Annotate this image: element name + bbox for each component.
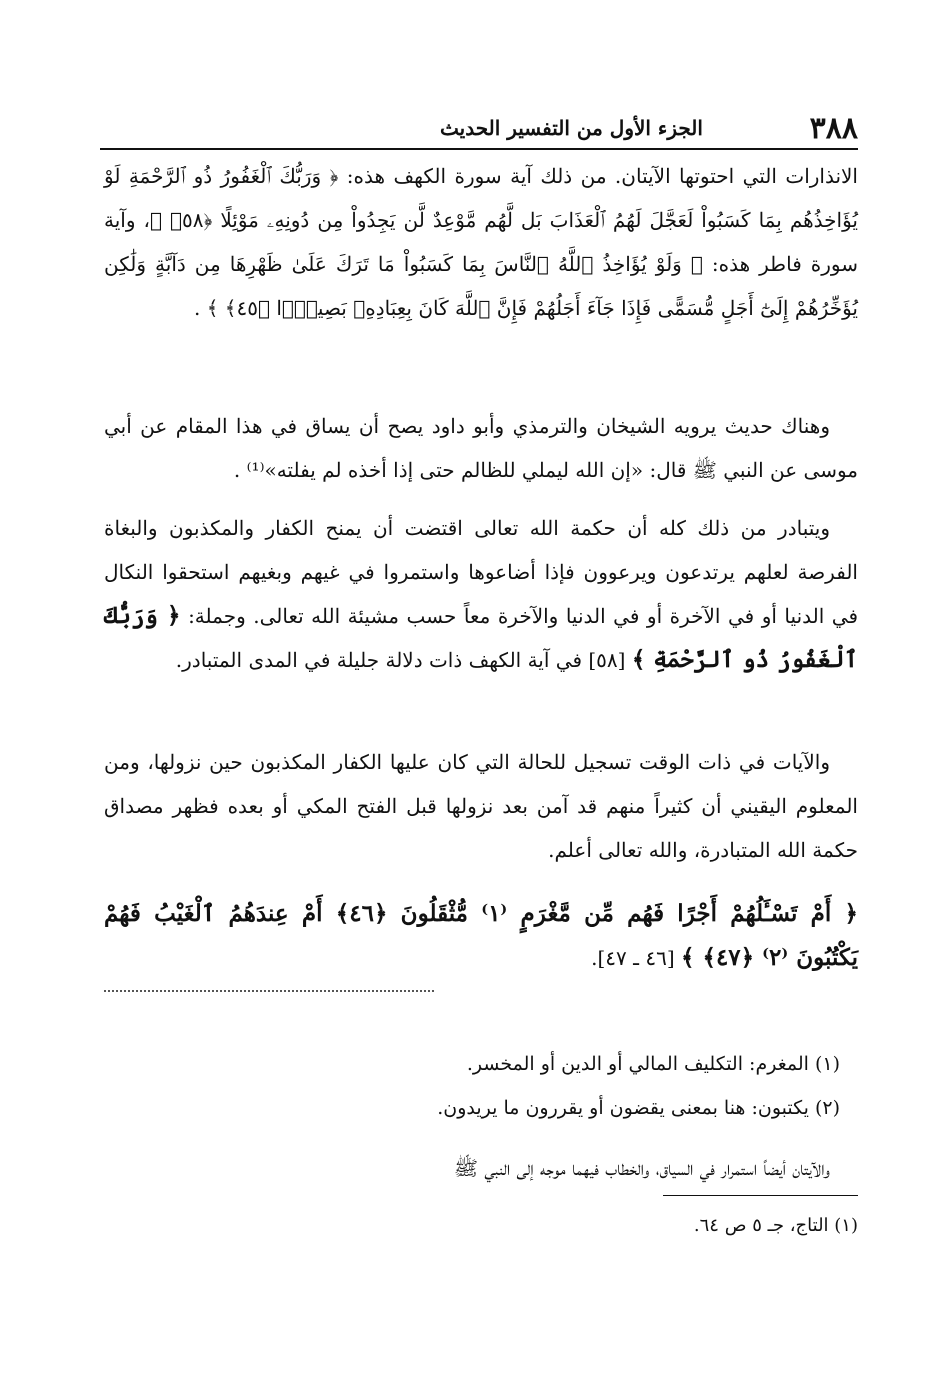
paragraph-text: الانذارات التي احتوتها الآيتان. من ذلك آية سورة الكهف هذه: ﴿ وَرَبُّكَ ٱلْغَفُورُ ذُو ٱلرَّحْمَةِ لَوْ يُؤَاخِذُهُم بِمَا كَسَبُواْ لَعَجَّلَ لَهُمُ ٱلْعَذَابَ بَل لَّهُم مَّوْعِدٌ لَّن يَجِدُواْ مِن دُونِهِۦ مَوْئِلًا ﴿٥٨﴾ ﴾، وآية سورة فاطر هذه: ﴿ وَلَوْ يُؤَاخِذُ ٱللَّهُ ٱلنَّاسَ بِمَا كَسَبُواْ مَا تَرَكَ عَلَىٰ ظَهْرِهَا مِن دَآبَّةٍ وَلَٰكِن يُؤَخِّرُهُمْ إِلَىٰٓ أَجَلٍ مُّسَمًّى فَإِذَا جَآءَ أَجَلُهُمْ فَإِنَّ ٱللَّهَ كَانَ بِعِبَادِهِۦ بَصِيرًۢا ﴿٤٥﴾ ﴾ . [104, 164, 858, 320]
page-header [100, 108, 858, 150]
quran-quote: ﴿ أَمْ تَسْـَٔلُهُمْ أَجْرًا فَهُم مِّن مَّغْرَمٍ ⁽١⁾ مُّثْقَلُونَ ﴿٤٦﴾ أَمْ عِندَهُمُ ٱلْغَيْبُ فَهُمْ يَكْتُبُونَ ⁽٢⁾ ﴿٤٧﴾ ﴾ [104, 900, 858, 971]
verse-notes [104, 1042, 840, 1130]
paragraph-text: والآيات في ذات الوقت تسجيل للحالة التي كان عليها الكفار المكذبون حين نزولها، ومن المعلوم اليقيني أن كثيراً منهم قد آمن بعد نزولها قبل الفتح المكي أو بعده فظهر مصداق حكمة الله المتبادرة، والله تعالى أعلم. [104, 750, 858, 862]
paragraph-hadith [104, 404, 858, 492]
running-title: الجزء الأول من التفسير الحديث [440, 116, 703, 140]
paragraph-text: والآيتان أيضاً استمرار في السياق، والخطاب فيهما موجه إلى النبي ﷺ [453, 1156, 830, 1180]
paragraph-text-part: ويتبادر من ذلك كله أن حكمة الله تعالى اقتضت أن يمنح الكفار والمكذبون والبغاة الفرصة لعلهم يرتدعون ويرعوون فإذا أضاعوها واستمروا في غيهم وبغيهم استحقوا النكال في الدنيا أو في الآخرة أو في الدنيا والآخرة معاً حسب مشيئة الله تعالى. وجملة: [104, 516, 859, 628]
dotted-separator [104, 990, 434, 992]
paragraph-text: وهناك حديث يرويه الشيخان والترمذي وأبو داود يصح أن يساق في هذا المقام عن أبي موسى عن النبي ﷺ قال: «إن الله ليملي للظالم حتى إذا أخذه لم يفلته»⁽¹⁾ . [104, 414, 858, 482]
verse-note: (٢) يكتبون: هنا بمعنى يقضون أو يقررون ما يريدون. [437, 1097, 840, 1119]
paragraph-text [104, 506, 858, 682]
quran-quote: ﴿ وَرَبُّكَ ٱلْغَفُورُ ذُو ٱلرَّحْمَةِ ﴾ [104, 602, 858, 673]
page-number: ٣٨٨ [809, 110, 858, 146]
paragraph-continuation [104, 1146, 858, 1190]
paragraph-interpretation [104, 506, 858, 682]
footnote-rule [663, 1195, 858, 1196]
verse-note: (١) المغرم: التكليف المالي أو الدين أو المخسر. [466, 1053, 840, 1075]
paragraph-quran-citations [104, 154, 858, 330]
verse-block [104, 892, 858, 980]
paragraph-historical-note [104, 740, 858, 872]
paragraph-text-part: [٥٨] في آية الكهف ذات دلالة جليلة في المدى المتبادر. [175, 648, 626, 672]
footnote: (١) التاج، جـ ٥ ص ٦٤. [693, 1215, 858, 1236]
verse-line [104, 892, 858, 980]
verse-reference: [٤٦ ـ ٤٧]. [591, 946, 675, 970]
